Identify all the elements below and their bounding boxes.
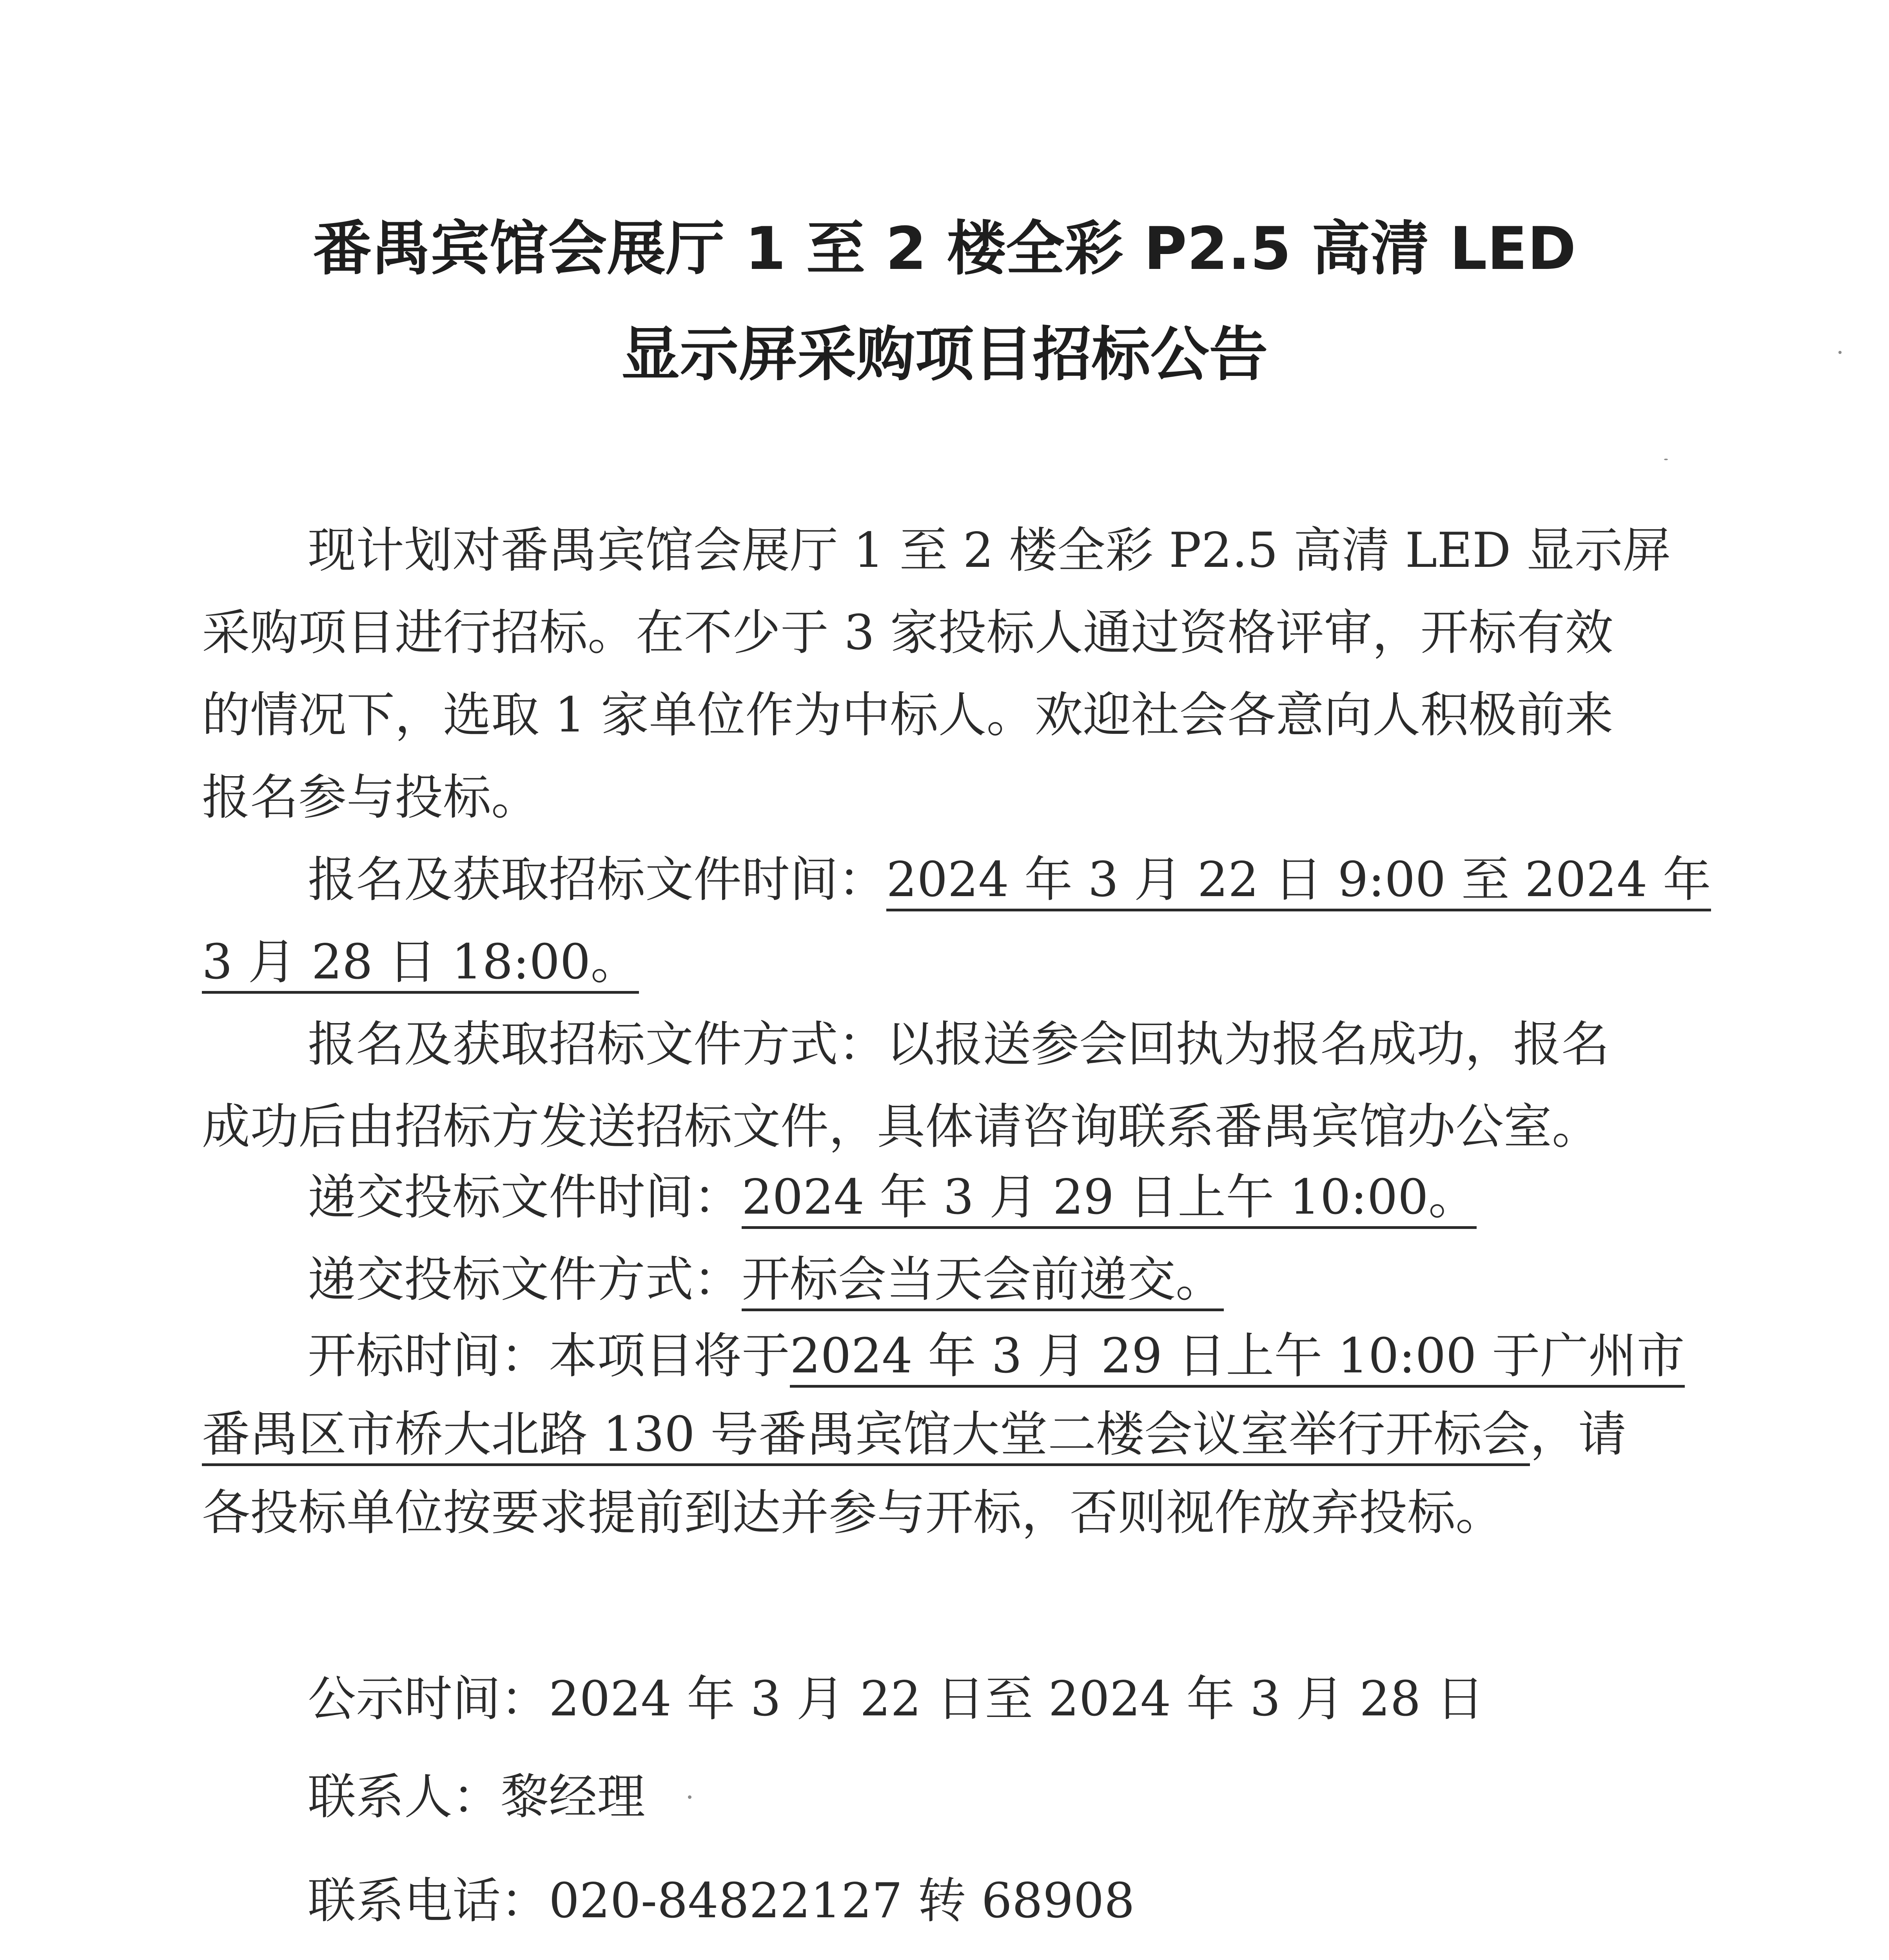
document-title-line-2: 显示屏采购项目招标公告 — [621, 321, 1268, 389]
intro-line-4: 报名参与投标。 — [202, 769, 539, 826]
contact-phone: 联系电话：020-84822127 转 68908 — [308, 1873, 1135, 1929]
opening-line-2 — [202, 1403, 1626, 1466]
notice-period: 公示时间：2024 年 3 月 22 日至 2024 年 3 月 28 日 — [308, 1671, 1484, 1727]
submission-method-value: 开标会当天会前递交。 — [742, 1252, 1224, 1311]
scan-speck — [688, 1795, 691, 1799]
registration-time-line-2 — [202, 931, 639, 994]
intro-line-2: 采购项目进行招标。在不少于 3 家投标人通过资格评审，开标有效 — [202, 605, 1613, 661]
document-title-line-1: 番禺宾馆会展厅 1 至 2 楼全彩 P2.5 高清 LED — [313, 215, 1576, 283]
submission-time-label: 递交投标文件时间： — [308, 1169, 742, 1225]
registration-time-line-1 — [308, 849, 1711, 911]
scan-speck — [1664, 459, 1668, 460]
intro-line-3: 的情况下，选取 1 家单位作为中标人。欢迎社会各意向人积极前来 — [202, 687, 1613, 743]
submission-time-value: 2024 年 3 月 29 日上午 10:00。 — [742, 1169, 1477, 1229]
opening-prefix: 开标时间：本项目将于 — [308, 1328, 790, 1384]
registration-method-line-2: 成功后由招标方发送招标文件，具体请咨询联系番禺宾馆办公室。 — [202, 1099, 1600, 1155]
contact-person: 联系人：黎经理 — [308, 1769, 645, 1825]
scan-speck — [1838, 351, 1842, 354]
opening-line-1 — [308, 1325, 1685, 1388]
opening-line-3: 各投标单位按要求提前到达并参与开标，否则视作放弃投标。 — [202, 1485, 1504, 1541]
opening-underlined-part-1: 2024 年 3 月 29 日上午 10:00 于广州市 — [790, 1328, 1685, 1388]
submission-method-label: 递交投标文件方式： — [308, 1252, 742, 1308]
registration-time-label: 报名及获取招标文件时间： — [308, 852, 886, 908]
registration-time-value-part-1: 2024 年 3 月 22 日 9:00 至 2024 年 — [886, 852, 1711, 911]
registration-time-value-part-2: 3 月 28 日 18:00。 — [202, 934, 639, 994]
registration-method-line-1: 报名及获取招标文件方式：以报送参会回执为报名成功，报名 — [308, 1016, 1610, 1073]
submission-method-line — [308, 1249, 1224, 1311]
opening-line-2-suffix: ，请 — [1530, 1406, 1626, 1463]
intro-line-1: 现计划对番禺宾馆会展厅 1 至 2 楼全彩 P2.5 高清 LED 显示屏 — [308, 523, 1671, 579]
submission-time-line — [308, 1166, 1477, 1229]
opening-underlined-part-2: 番禺区市桥大北路 130 号番禺宾馆大堂二楼会议室举行开标会 — [202, 1406, 1530, 1466]
